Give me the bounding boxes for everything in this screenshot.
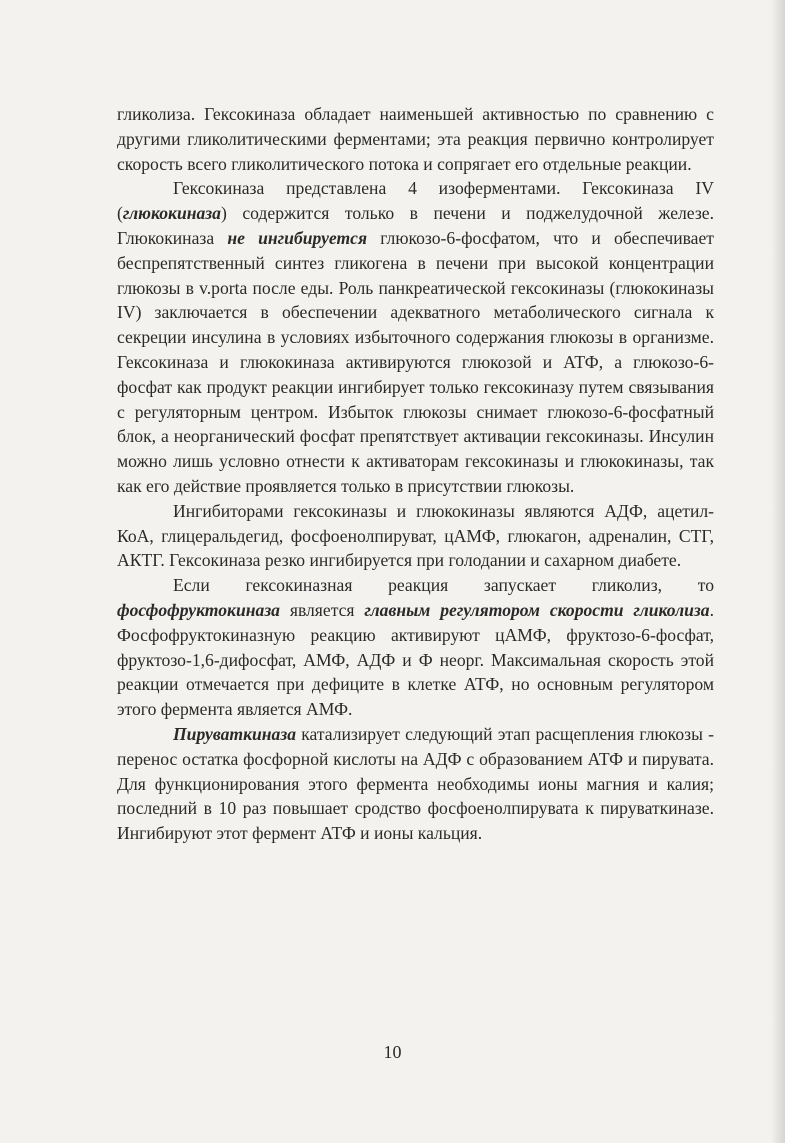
page-number: 10 [383,1042,402,1062]
paragraph [117,499,714,573]
text-run: Ингибиторами гексокиназы и глюкокиназы являются АДФ, ацетил-КоА, глицеральдегид, фосфоенолпируват, цАМФ, глюкагон, адреналин, СТГ, АКТГ. Гексокиназа резко ингибируется при голодании и сахарном диабете. [117,500,714,571]
text-run: Гексокиназа представлена 4 изоферментами. Гексокиназа IV ( [117,178,714,224]
text-run: . Фосфофруктокиназную реакцию активируют цАМФ, фруктозо-6-фосфат, фруктозо-1,6-дифосфат, АМФ, АДФ и Ф неорг. Максимальная скорость этой реакции отмечается при дефиците в клетке АТФ, но основным регулятором этого фермента является АМФ. [117,599,714,720]
paragraph [117,102,714,176]
emphasized-term: главным регулятором скорости гликолиза [364,599,710,620]
emphasized-term: глюкокиназа [122,203,221,224]
paragraph [117,573,714,722]
body-text [117,102,714,846]
text-run: гликолиза. Гексокиназа обладает наименьшей активностью по сравнению с другими гликолитическими ферментами; эта реакция первично контролирует скорость всего гликолитического потока и сопрягает его отдельные реакции. [117,104,714,174]
page-edge-shadow [771,0,785,1143]
paragraph [117,176,714,498]
text-run: катализирует следующий этап расщепления глюкозы - перенос остатка фосфорной кислоты на АДФ с образованием АТФ и пирувата. Для функционирования этого фермента необходимы ионы магния и калия; последний в 10 раз повышает сродство фосфоенолпирувата к пируваткиназе. Ингибируют этот фермент АТФ и ионы кальция. [117,723,714,844]
emphasized-term: фосфофруктокиназа [117,599,280,620]
paragraph [117,722,714,846]
text-run: глюкозо-6-фосфатом, что и обеспечивает беспрепятственный синтез гликогена в печени при высокой концентрации глюкозы в v.porta после еды. Роль панкреатической гексокиназы (глюкокиназы IV) заключается в обеспечении адекватного метаболического сигнала к секреции инсулина в условиях избыточного содержания глюкозы в организме. Гексокиназа и глюкокиназа активируются глюкозой и АТФ, а глюкозо-6-фосфат как продукт реакции ингибирует только гексокиназу путем связывания с регуляторным центром. Избыток глюкозы снимает глюкозо-6-фосфатный блок, а неорганический фосфат препятствует активации гексокиназы. Инсулин можно лишь условно отнести к активаторам гексокиназы и глюкокиназы, так как его действие проявляется только в присутствии глюкозы. [117,227,714,496]
text-run: Если гексокиназная реакция запускает гликолиз, то [173,575,714,596]
text-run: ) содержится только в печени и поджелудочной железе. Глюкокиназа [117,203,714,248]
emphasized-term: Пируваткиназа [173,723,296,744]
text-run: является [279,599,365,620]
emphasized-term: не ингибируется [227,227,368,248]
